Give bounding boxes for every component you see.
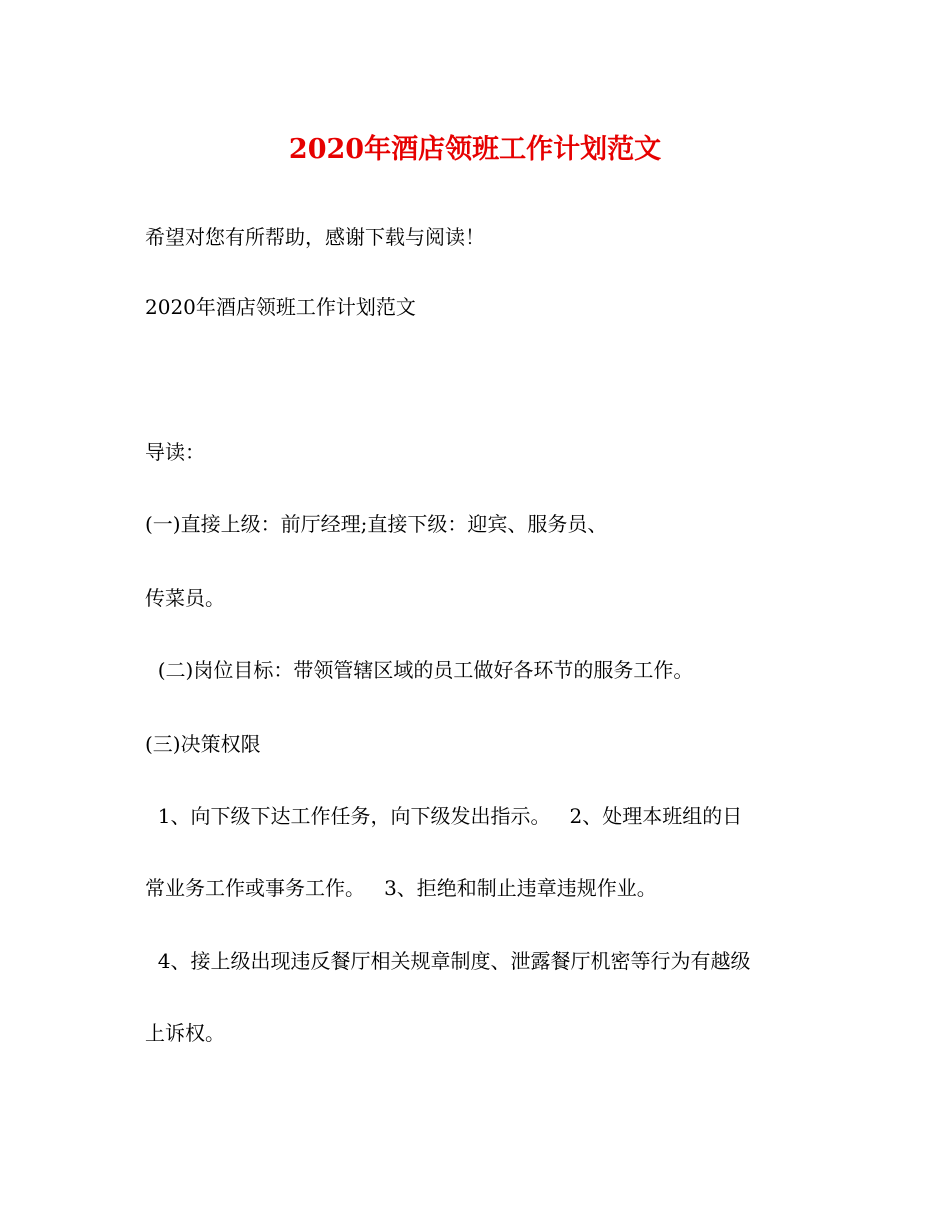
paragraph-line: 上诉权。	[145, 1021, 225, 1045]
paragraph-line: 常业务工作或事务工作。 3、拒绝和制止违章违规作业。	[145, 876, 657, 900]
paragraph-line: (一)直接上级：前厅经理;直接下级：迎宾、服务员、	[145, 512, 608, 536]
guide-heading: 导读：	[145, 440, 205, 464]
intro-thanks-line: 希望对您有所帮助，感谢下载与阅读！	[145, 225, 485, 249]
paragraph-line: 1、向下级下达工作任务，向下级发出指示。 2、处理本班组的日	[145, 804, 743, 828]
paragraph-line: 传菜员。	[145, 586, 225, 610]
section-heading: (三)决策权限	[145, 732, 261, 756]
paragraph-line: (二)岗位目标：带领管辖区域的员工做好各环节的服务工作。	[145, 658, 694, 682]
subtitle-line: 2020年酒店领班工作计划范文	[145, 295, 416, 319]
paragraph-line: 4、接上级出现违反餐厅相关规章制度、泄露餐厅机密等行为有越级	[145, 949, 751, 973]
document-title: 2020年酒店领班工作计划范文	[288, 134, 662, 165]
